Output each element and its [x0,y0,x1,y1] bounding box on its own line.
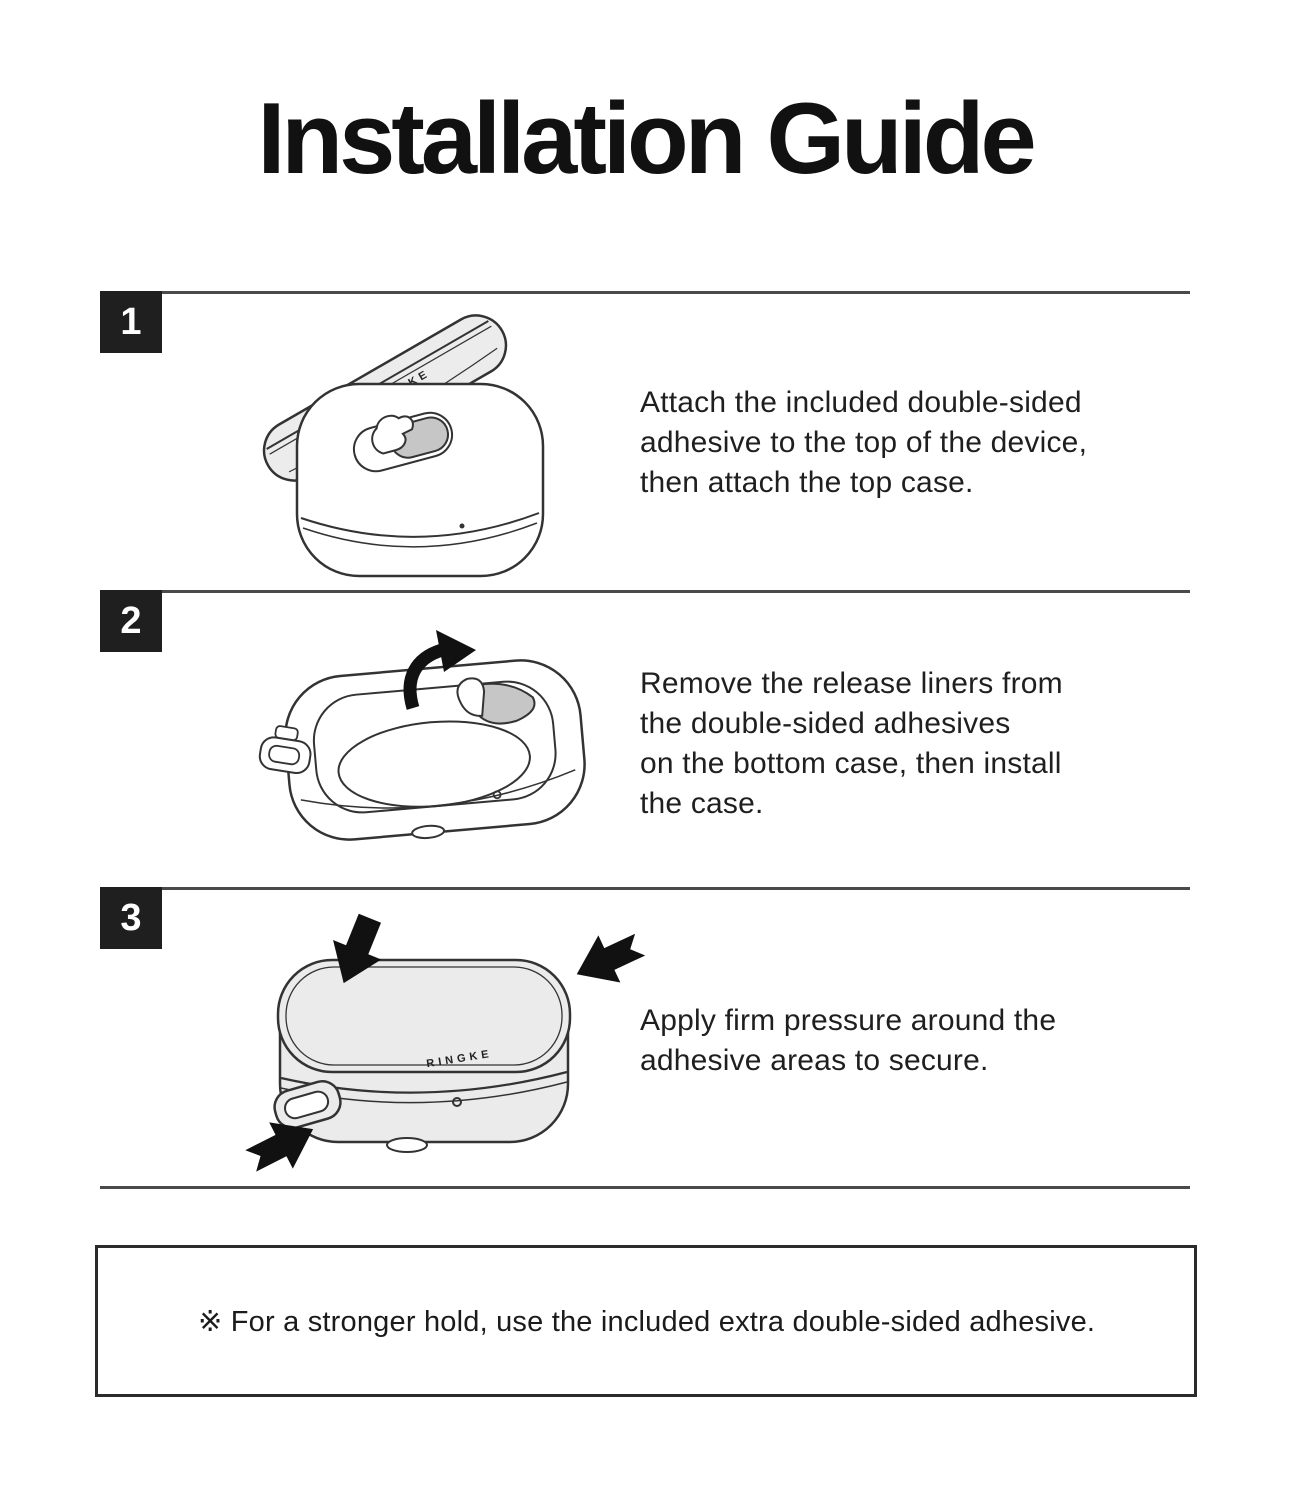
bottom-case-frame [258,655,590,852]
step-1-number: 1 [120,301,142,343]
step-text-line: adhesive areas to secure. [640,1044,989,1077]
step-text-line: then attach the top case. [640,466,974,499]
step-text-line: Remove the release liners from [640,667,1063,700]
step-text-line: Apply firm pressure around the [640,1004,1057,1037]
note-text: ※ For a stronger hold, use the included extra double-sided adhesive. [198,1305,1096,1338]
page-title: Installation Guide [257,83,1033,195]
step-2-illustration [258,620,603,868]
led-dot [460,524,465,529]
step-3-text [640,1001,1056,1081]
step-2-divider [100,590,1190,593]
step-1-text [640,383,1087,503]
step-2-number-badge [100,590,162,652]
step-3-number-badge [100,887,162,949]
step-text-line: adhesive to the top of the device, [640,426,1088,459]
step-2-text [640,664,1063,824]
step-1-illustration [235,300,580,592]
note-box [95,1245,1197,1397]
cased-device [271,960,570,1152]
step-3-number: 3 [120,897,142,939]
brand-label-side: RINGKE [425,1047,494,1071]
step-1-number-badge [100,291,162,353]
case-foot [387,1138,427,1152]
step-text-line: on the bottom case, then install [640,747,1062,780]
step-3-divider [100,887,1190,890]
step-1-divider [100,291,1190,294]
step-text-line: the case. [640,787,764,820]
press-arrow-right-icon [566,921,651,998]
step-text-line: Attach the included double-sided [640,386,1082,419]
device-body [297,384,543,576]
step-2-number: 2 [120,600,142,642]
footer-divider [100,1186,1190,1189]
step-3-illustration [222,910,667,1178]
step-text-line: the double-sided adhesives [640,707,1011,740]
